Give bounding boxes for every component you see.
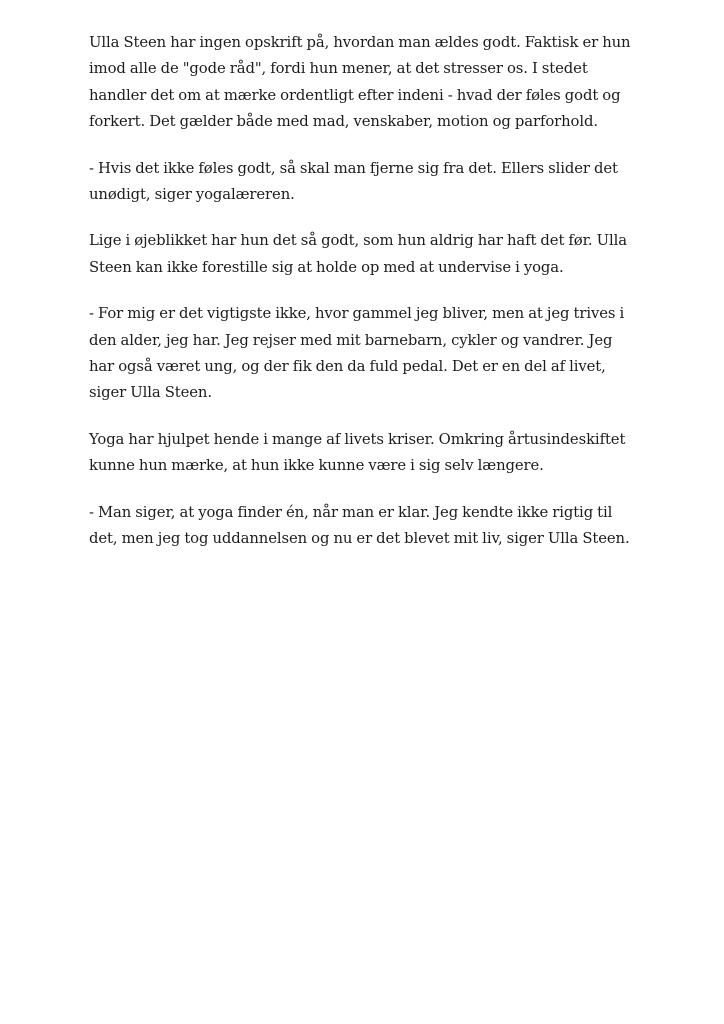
paragraph-1: Ulla Steen har ingen opskrift på, hvordan man ældes godt. Faktisk er hun imod alle de "gode råd", fordi hun mener, at det stresser os. I stedet handler det om at mærke ordentligt efter indeni - hvad der føles godt og forkert. Det gælder både med mad, venskaber, motion og parforhold. [89, 34, 631, 131]
paragraph-4: - For mig er det vigtigste ikke, hvor gammel jeg bliver, men at jeg trives i den alder, jeg har. Jeg rejser med mit barnebarn, cykler og vandrer. Jeg har også været ung, og der fik den da fuld pedal. Det er en del af livet, siger Ulla Steen. [89, 305, 625, 402]
paragraph-3: Lige i øjeblikket har hun det så godt, som hun aldrig har haft det før. Ulla Steen kan ikke forestille sig at holde op med at undervise i yoga. [89, 232, 627, 276]
paragraph-2: - Hvis det ikke føles godt, så skal man fjerne sig fra det. Ellers slider det unødigt, siger yogalæreren. [89, 159, 618, 204]
paragraph-6: - Man siger, at yoga finder én, når man er klar. Jeg kendte ikke rigtig til det, men jeg tog uddannelsen og nu er det blevet mit liv, siger Ulla Steen. [89, 503, 630, 548]
paragraph-5: Yoga har hjulpet hende i mange af livets kriser. Omkring årtusindeskiftet kunne hun mærke, at hun ikke kunne være i sig selv længere. [89, 430, 626, 475]
